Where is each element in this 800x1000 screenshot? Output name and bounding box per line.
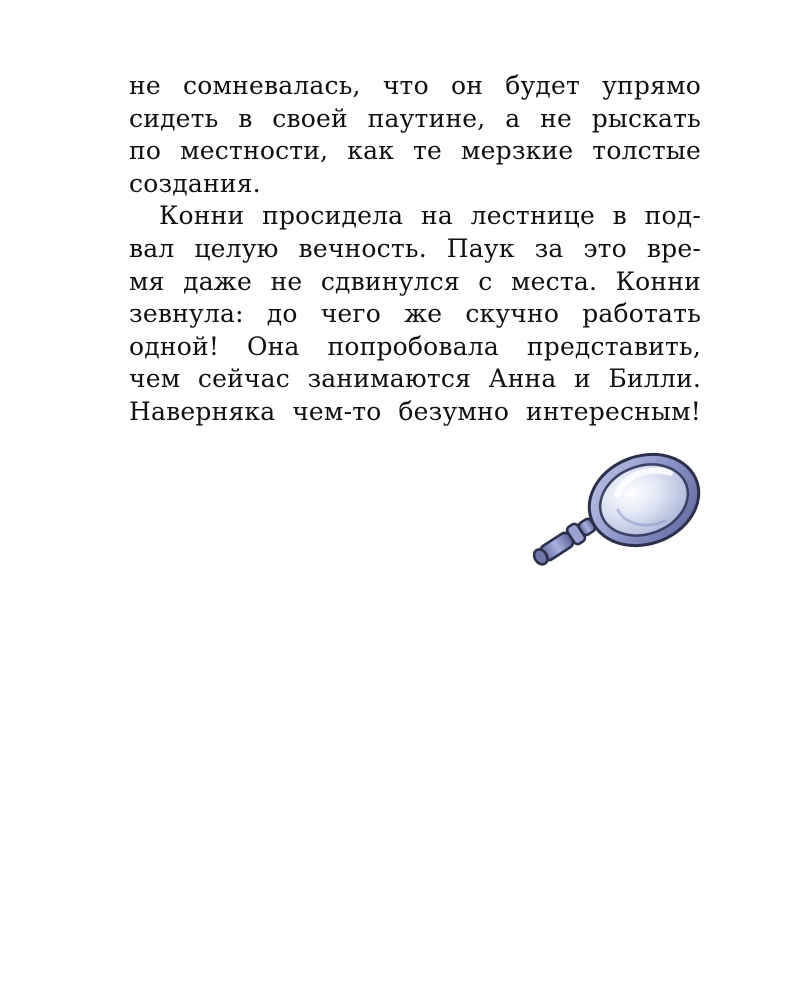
magnifying-glass-lens bbox=[576, 448, 711, 560]
text-line-9: одной! Она попробовала представить, bbox=[129, 331, 701, 361]
magnifying-glass-handle bbox=[530, 515, 598, 569]
page-text bbox=[129, 70, 701, 429]
text-line-8: зевнула: до чего же скучно работать bbox=[129, 299, 701, 329]
text-line-2: сидеть в своей паутине, а не рыскать bbox=[129, 103, 701, 133]
text-line-11: Наверняка чем-то безумно интересным! bbox=[129, 396, 701, 426]
text-line-7: мя даже не сдвинулся с места. Конни bbox=[129, 266, 701, 296]
text-line-5: Конни просидела на лестнице в под- bbox=[159, 201, 701, 231]
text-line-4: создания. bbox=[129, 168, 261, 198]
text-line-3: по местности, как те мерзкие толстые bbox=[129, 136, 701, 166]
magnifying-glass-icon bbox=[494, 448, 732, 606]
text-line-6: вал целую вечность. Паук за это вре- bbox=[129, 233, 701, 263]
text-line-10: чем сейчас занимаются Анна и Билли. bbox=[129, 364, 701, 394]
text-line-1: не сомневалась, что он будет упрямо bbox=[129, 71, 701, 100]
magnifying-glass-illustration bbox=[494, 448, 732, 606]
